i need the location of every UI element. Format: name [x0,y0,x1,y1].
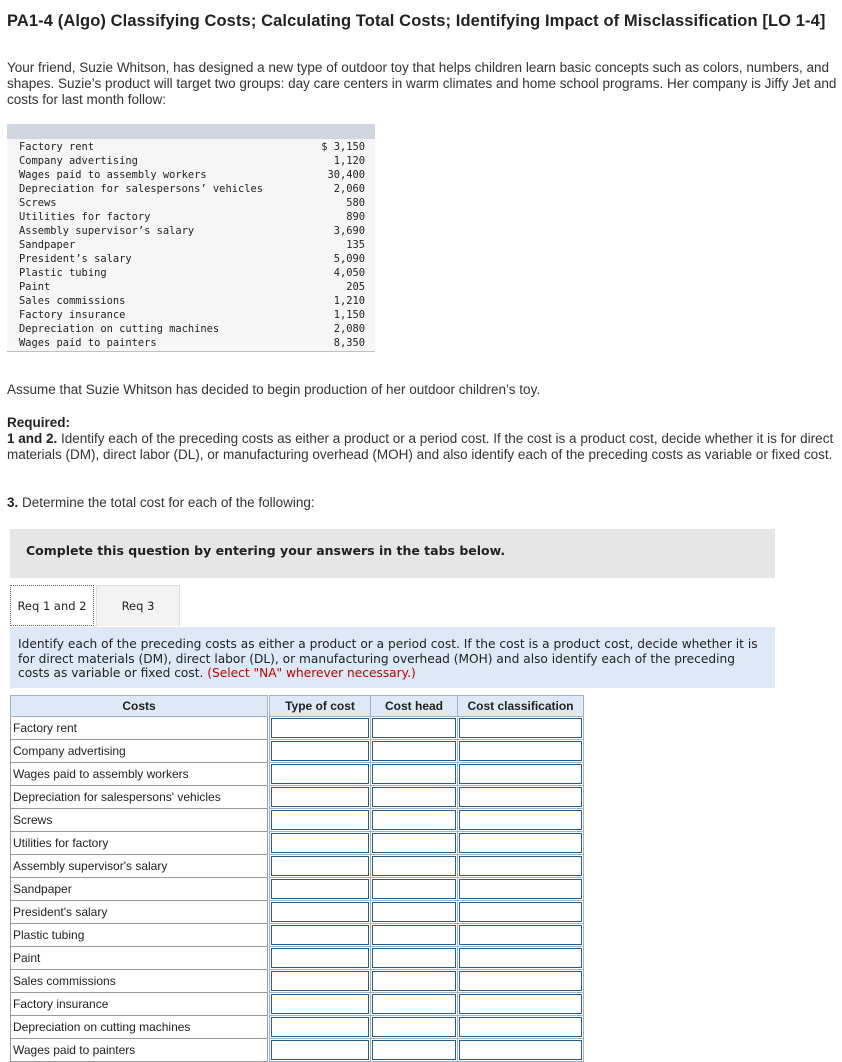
table-row [11,855,584,878]
cost-list-amount: 890 [346,211,365,223]
cost-list-amount: 135 [346,239,365,251]
cost-list-label: President’s salary [19,253,132,265]
type-of-cost-select[interactable] [271,764,369,784]
cost-classification-select[interactable] [459,718,582,738]
cost-head-select[interactable] [372,856,456,876]
table-row [11,763,584,786]
required-item-3-text: Determine the total cost for each of the following: [18,495,315,510]
type-of-cost-select[interactable] [271,971,369,991]
header-costs: Costs [11,696,268,717]
table-row [11,832,584,855]
type-of-cost-select[interactable] [271,1040,369,1060]
divider [7,351,375,352]
cost-head-select[interactable] [372,902,456,922]
instructions-banner [10,529,775,578]
table-row [11,786,584,809]
assume-paragraph: Assume that Suzie Whitson has decided to begin production of her outdoor children’s toy. [7,382,541,397]
cost-head-select[interactable] [372,787,456,807]
cost-classification-select[interactable] [459,948,582,968]
cost-list-amount: 580 [346,197,365,209]
cost-list-label: Factory insurance [19,309,126,321]
cost-head-select[interactable] [372,718,456,738]
cost-head-select[interactable] [372,810,456,830]
cost-classification-select[interactable] [459,1017,582,1037]
cost-list-row [19,336,365,350]
cost-list-row [19,238,365,252]
cost-list-row [19,294,365,308]
cost-head-select[interactable] [372,925,456,945]
cost-head-select[interactable] [372,948,456,968]
type-of-cost-select[interactable] [271,902,369,922]
cost-name-cell: Sandpaper [11,878,268,901]
cost-list-label: Depreciation on cutting machines [19,323,220,335]
cost-name-cell: Plastic tubing [11,924,268,947]
cost-name-cell: Depreciation on cutting machines [11,1016,268,1039]
cost-list-row [19,154,365,168]
table-row [11,809,584,832]
type-of-cost-select[interactable] [271,994,369,1014]
cost-list-box [7,124,375,352]
cost-list-row [19,140,365,154]
cost-head-select[interactable] [372,741,456,761]
table-row [11,993,584,1016]
table-row [11,717,584,740]
cost-name-cell: Assembly supervisor's salary [11,855,268,878]
banner-text: Complete this question by entering your answers in the tabs below. [26,543,506,558]
cost-classification-select[interactable] [459,994,582,1014]
cost-list-row [19,280,365,294]
table-row [11,924,584,947]
type-of-cost-select[interactable] [271,810,369,830]
cost-list-amount: 5,090 [333,253,365,265]
page-title: PA1-4 (Algo) Classifying Costs; Calculating Total Costs; Identifying Impact of Misclassification [LO 1-4] [7,12,826,30]
header-cost-classification: Cost classification [458,696,584,717]
required-item-1-2-label: 1 and 2. [7,431,58,446]
cost-list-row [19,196,365,210]
cost-head-select[interactable] [372,1040,456,1060]
type-of-cost-select[interactable] [271,787,369,807]
cost-list-amount: $ 3,150 [321,141,365,153]
cost-list-row [19,322,365,336]
instruction-note: (Select "NA" wherever necessary.) [207,666,416,680]
table-row [11,740,584,763]
cost-list-label: Company advertising [19,155,138,167]
cost-name-cell: Utilities for factory [11,832,268,855]
tab-req-1-and-2[interactable]: Req 1 and 2 [10,585,94,626]
cost-list-row [19,168,365,182]
answer-table [10,695,584,1062]
cost-classification-select[interactable] [459,971,582,991]
type-of-cost-select[interactable] [271,856,369,876]
cost-classification-select[interactable] [459,741,582,761]
cost-list-amount: 1,210 [333,295,365,307]
table-row [11,1039,584,1062]
header-cost-head: Cost head [371,696,458,717]
required-item-1-2-text: Identify each of the preceding costs as either a product or a period cost. If the cost is a product cost, decide whether it is for direct materials (DM), direct labor (DL), or manufacturing overhead (MOH) and also identify each of the preceding costs as variable or fixed cost. [7,431,834,462]
cost-list-label: Wages paid to assembly workers [19,169,207,181]
cost-name-cell: Screws [11,809,268,832]
cost-list-label: Factory rent [19,141,95,153]
intro-paragraph: Your friend, Suzie Whitson, has designed a new type of outdoor toy that helps children learn basic concepts such as colors, numbers, and shapes. Suzie’s product will target two groups: day care centers in warm climates and home school programs. Her company is Jiffy Jet and costs for last month follow: [7,60,837,107]
cost-head-select[interactable] [372,833,456,853]
cost-list-amount: 3,690 [333,225,365,237]
cost-list-amount: 1,150 [333,309,365,321]
table-row [11,901,584,924]
type-of-cost-select[interactable] [271,948,369,968]
cost-list-row [19,224,365,238]
cost-list-row [19,210,365,224]
cost-classification-select[interactable] [459,879,582,899]
cost-list-row [19,266,365,280]
cost-list-label: Utilities for factory [19,211,151,223]
cost-list-row [19,182,365,196]
table-row [11,1016,584,1039]
cost-list-row [19,308,365,322]
cost-list-label: Assembly supervisor’s salary [19,225,195,237]
cost-classification-select[interactable] [459,764,582,784]
cost-list-label: Depreciation for salespersons’ vehicles [19,183,263,195]
instruction-text: Identify each of the preceding costs as either a product or a period cost. If the cost is a product cost, decide whether it is for direct materials (DM), direct labor (DL), or manufacturing overhead (MOH) and also identify each of the preceding costs as variable or fixed cost. [18,637,758,680]
table-row [11,947,584,970]
required-heading [7,415,70,431]
table-row [11,970,584,993]
cost-name-cell: Depreciation for salespersons' vehicles [11,786,268,809]
required-item-1-2 [7,431,840,463]
cost-list-amount: 4,050 [333,267,365,279]
cost-list-header-bar [7,124,375,139]
type-of-cost-select[interactable] [271,879,369,899]
cost-classification-select[interactable] [459,787,582,807]
cost-name-cell: Wages paid to painters [11,1039,268,1062]
type-of-cost-select[interactable] [271,925,369,945]
cost-list-row [19,252,365,266]
header-type-of-cost: Type of cost [270,696,371,717]
type-of-cost-select[interactable] [271,833,369,853]
tab-req-3[interactable]: Req 3 [96,585,180,626]
cost-name-cell: Factory rent [11,717,268,740]
cost-list-amount: 2,060 [333,183,365,195]
cost-name-cell: Sales commissions [11,970,268,993]
cost-classification-select[interactable] [459,925,582,945]
cost-name-cell: Wages paid to assembly workers [11,763,268,786]
required-item-3 [7,495,315,511]
cost-head-select[interactable] [372,971,456,991]
cost-name-cell: President's salary [11,901,268,924]
table-row [11,878,584,901]
cost-list-amount: 8,350 [333,337,365,349]
cost-head-select[interactable] [372,994,456,1014]
type-of-cost-select[interactable] [271,741,369,761]
cost-list-label: Plastic tubing [19,267,107,279]
cost-head-select[interactable] [372,1017,456,1037]
cost-classification-select[interactable] [459,810,582,830]
cost-list-label: Sales commissions [19,295,126,307]
cost-name-cell: Factory insurance [11,993,268,1016]
cost-classification-select[interactable] [459,1040,582,1060]
cost-list-label: Screws [19,197,57,209]
cost-list-label: Sandpaper [19,239,76,251]
tab-instruction [10,627,775,688]
required-item-3-label: 3. [7,495,19,510]
cost-head-select[interactable] [372,879,456,899]
cost-name-cell: Company advertising [11,740,268,763]
cost-list-amount: 1,120 [333,155,365,167]
cost-name-cell: Paint [11,947,268,970]
required-label: Required: [7,415,71,430]
cost-classification-select[interactable] [459,902,582,922]
cost-classification-select[interactable] [459,856,582,876]
cost-list-amount: 2,080 [333,323,365,335]
cost-list-label: Paint [19,281,51,293]
cost-list-label: Wages paid to painters [19,337,157,349]
type-of-cost-select[interactable] [271,1017,369,1037]
cost-list-amount: 205 [346,281,365,293]
cost-classification-select[interactable] [459,833,582,853]
type-of-cost-select[interactable] [271,718,369,738]
cost-list-amount: 30,400 [327,169,365,181]
cost-list [19,140,365,350]
cost-head-select[interactable] [372,764,456,784]
